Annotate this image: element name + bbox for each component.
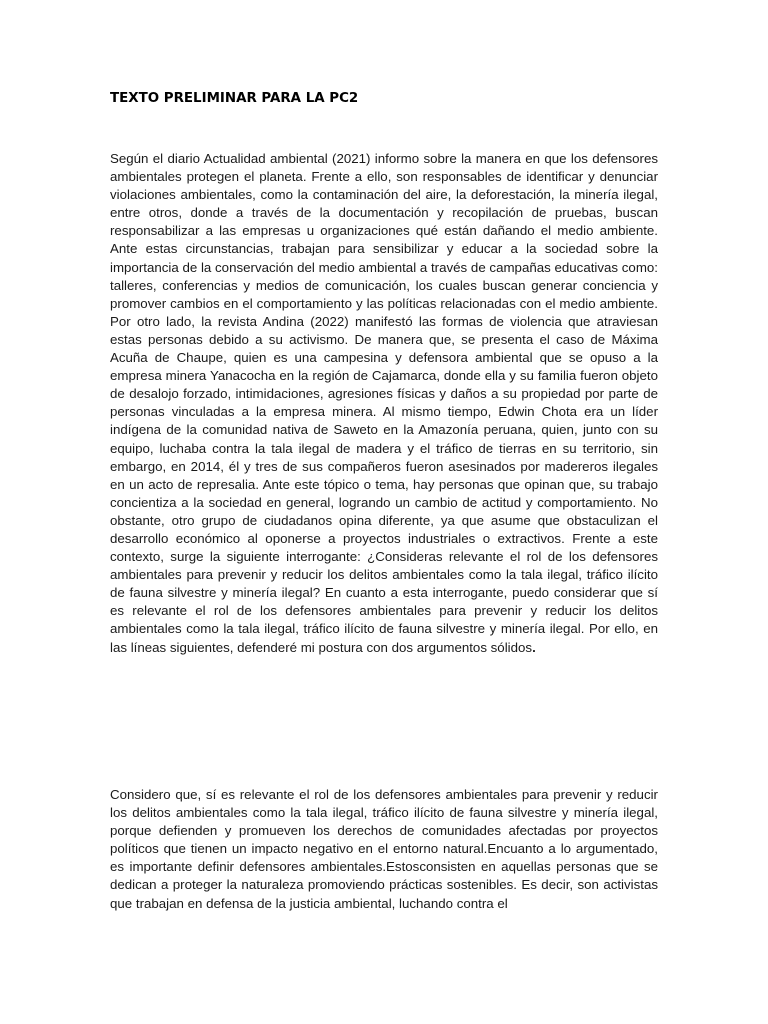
document-title: TEXTO PRELIMINAR PARA LA PC2 — [110, 91, 359, 106]
paragraph-introduction-text: Según el diario Actualidad ambiental (2021) informo sobre la manera en que los defensores ambientales protegen el planeta. Frente a ello, son responsables de identificar y denunciar violaciones ambientales, como la contaminación del aire, la deforestación, la minería ilegal, entre otros, donde a través de la documentación y recopilación de pruebas, buscan responsabilizar a las empresas u organizaciones qué están dañando el medio ambiente. Ante estas circunstancias, trabajan para sensibilizar y educar a la sociedad sobre la importancia de la conservación del medio ambiental a través de campañas educativas como: talleres, conferencias y medios de comunicación, los cuales buscan generar conciencia y promover cambios en el comportamiento y las políticas relacionadas con el medio ambiente. Por otro lado, la revista Andina (2022) manifestó las formas de violencia que atraviesan estas personas debido a su activismo. De manera que, se presenta el caso de Máxima Acuña de Chaupe, quien es una campesina y defensora ambiental que se opuso a la empresa minera Yanacocha en la región de Cajamarca, donde ella y su familia fueron objeto de desalojo forzado, intimidaciones, agresiones físicas y daños a su propiedad por parte de personas vinculadas a la empresa minera. Al mismo tiempo, Edwin Chota era un líder indígena de la comunidad nativa de Saweto en la Amazonía peruana, quien, junto con su equipo, luchaba contra la tala ilegal de madera y el tráfico de tierras en su territorio, sin embargo, en 2014, él y tres de sus compañeros fueron asesinados por madereros ilegales en un acto de represalia. Ante este tópico o tema, hay personas que opinan que, su trabajo concientiza a la sociedad en general, logrando un cambio de actitud y comportamiento. No obstante, otro grupo de ciudadanos opina diferente, ya que asume que obstaculizan el desarrollo económico al oponerse a proyectos industriales o extractivos. Frente a este contexto, surge la siguiente interrogante: ¿Consideras relevante el rol de los defensores ambientales para prevenir y reducir los delitos ambientales como la tala ilegal, tráfico ilícito de fauna silvestre y minería ilegal? En cuanto a esta interrogante, puedo considerar que sí es relevante el rol de los defensores ambientales para prevenir y reducir los delitos ambientales como la tala ilegal, tráfico ilícito de fauna silvestre y minería ilegal. Por ello, en las líneas siguientes, defenderé mi postura con dos argumentos sólidos — [110, 151, 658, 655]
paragraph-introduction — [110, 150, 658, 657]
paragraph-first-argument: Considero que, sí es relevante el rol de los defensores ambientales para prevenir y reducir los delitos ambientales como la tala ilegal, tráfico ilícito de fauna silvestre y minería ilegal, porque defienden y promueven los derechos de comunidades afectadas por proyectos políticos que tienen un impacto negativo en el entorno natural.Encuanto a lo argumentado, es importante definir defensores ambientales.Estosconsisten en aquellas personas que se dedican a proteger la naturaleza promoviendo prácticas sostenibles. Es decir, son activistas que trabajan en defensa de la justicia ambiental, luchando contra el — [110, 787, 658, 911]
paragraph-introduction-final-period: . — [532, 639, 536, 655]
